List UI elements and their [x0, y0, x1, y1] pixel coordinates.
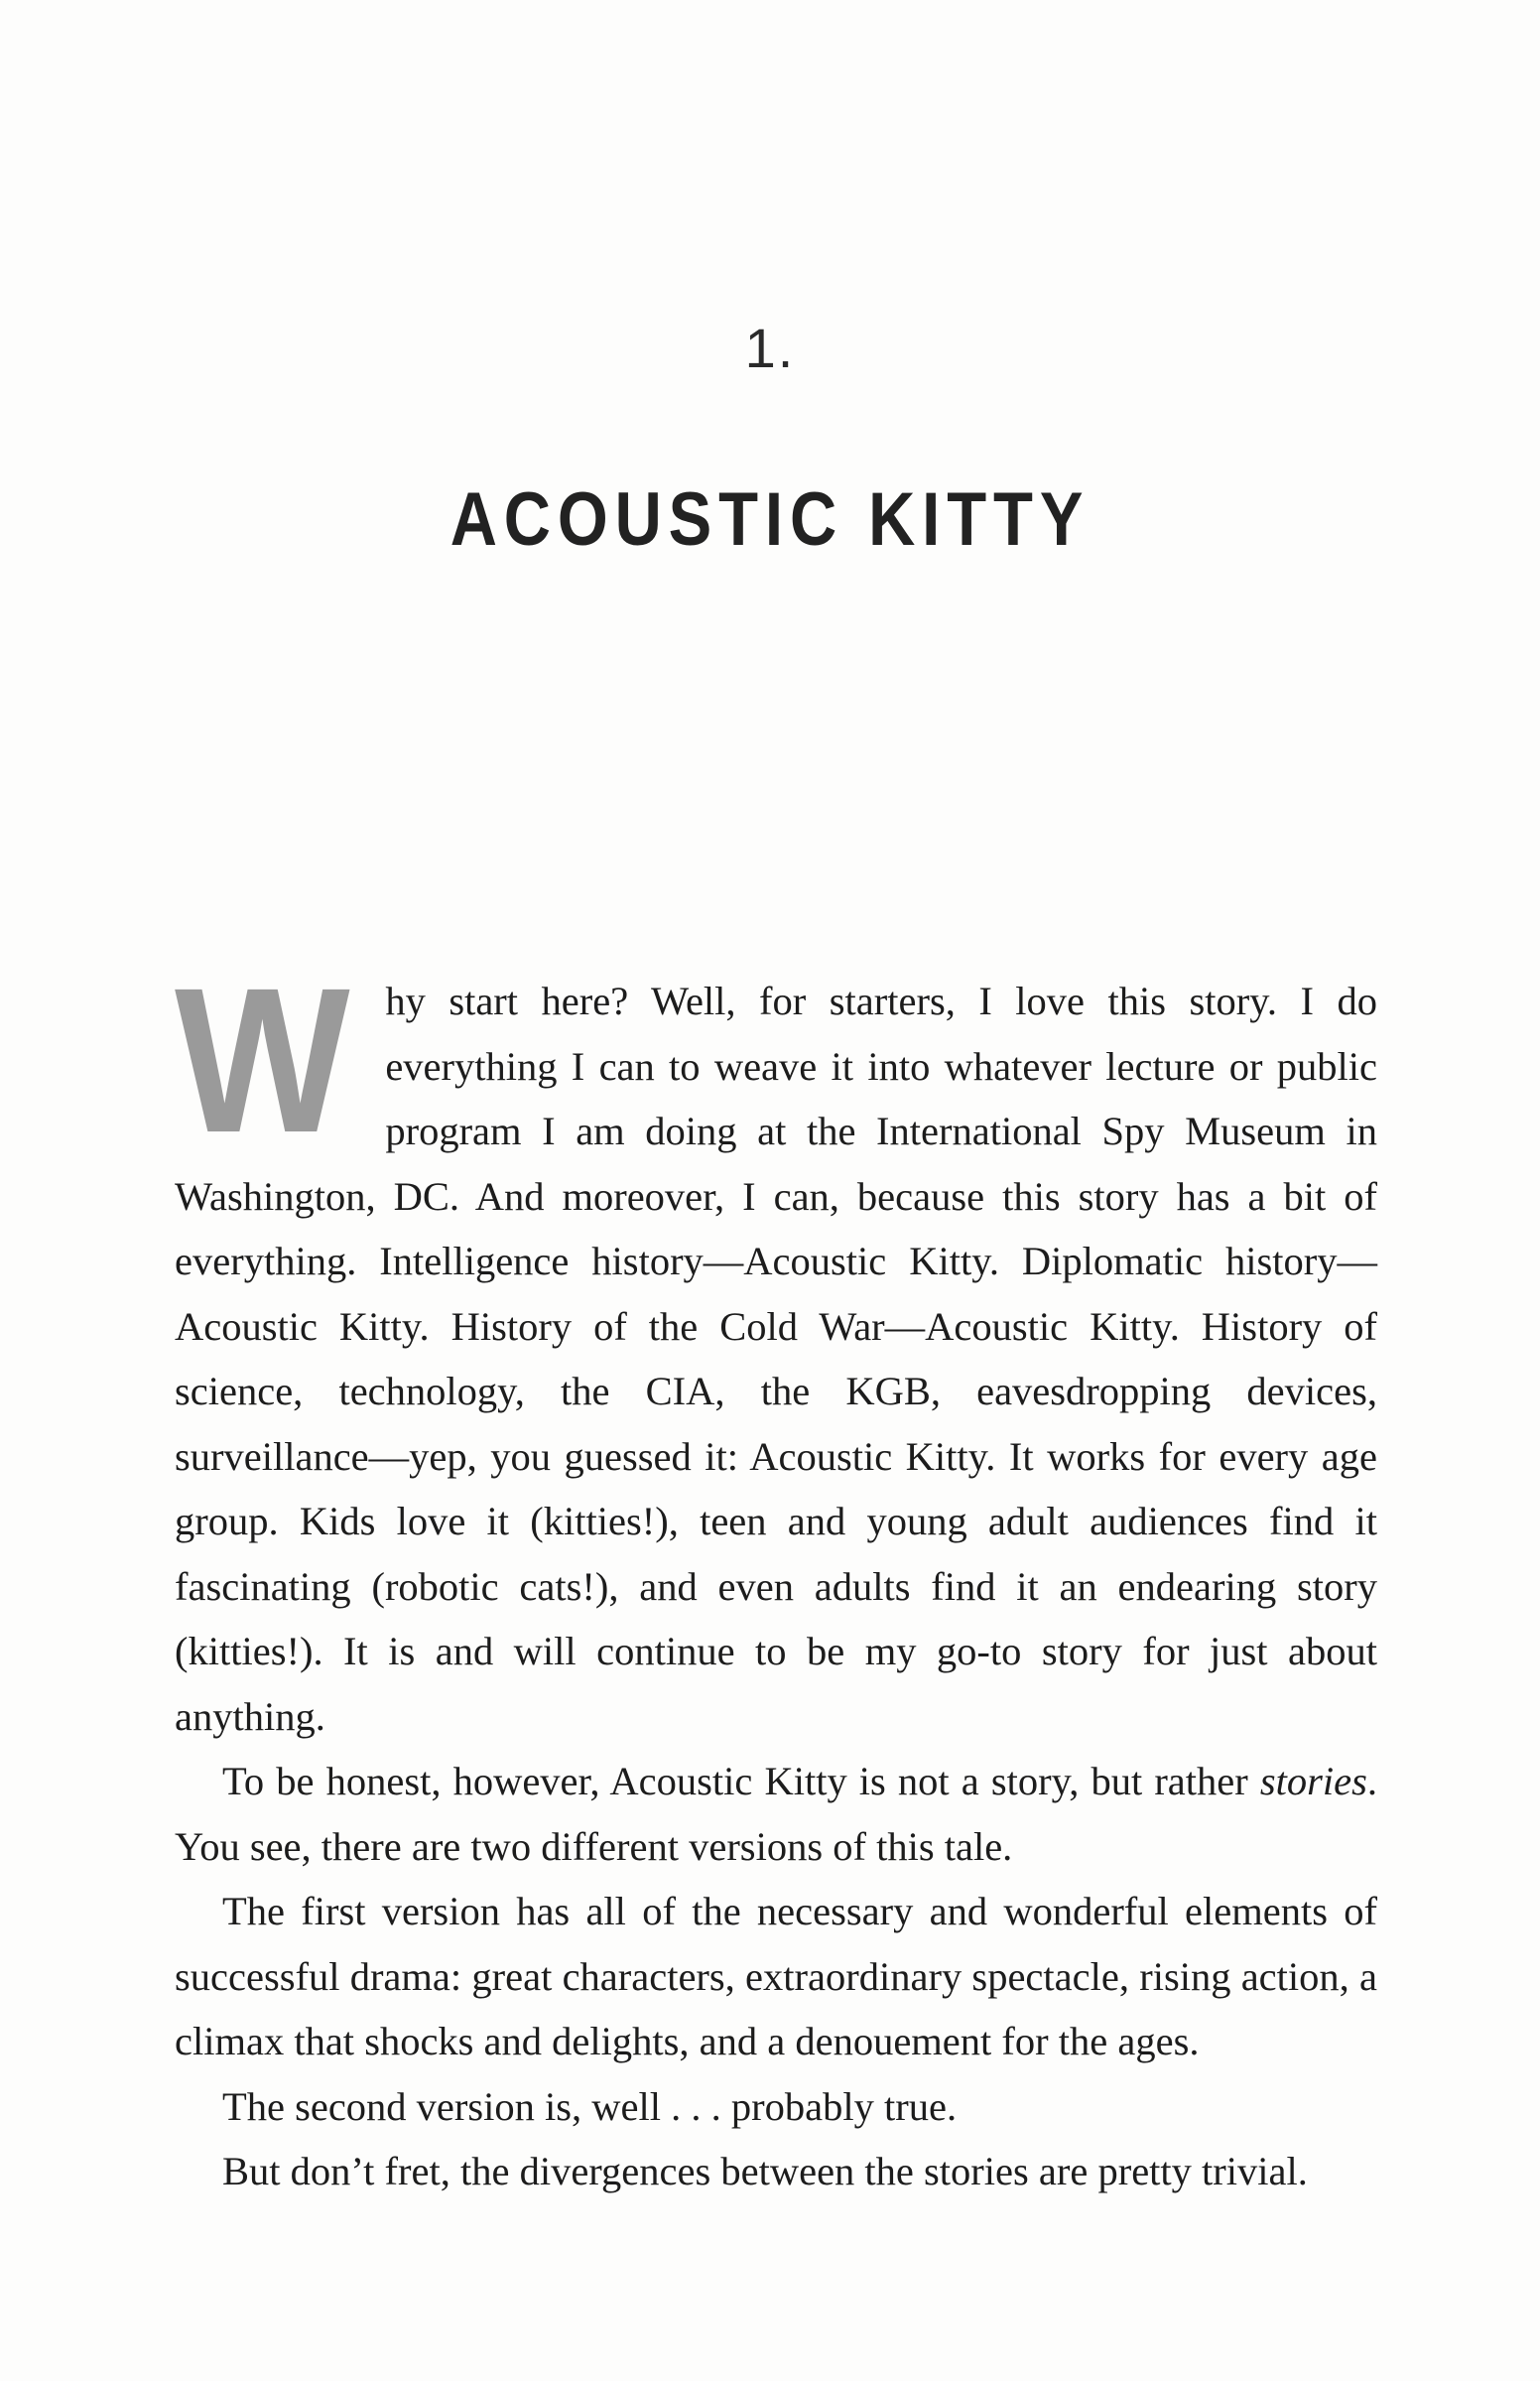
paragraph-2	[175, 1749, 1377, 1879]
chapter-number: 1.	[744, 317, 796, 379]
paragraph-4: The second version is, well . . . probably true.	[222, 2083, 958, 2129]
paragraph-2-italic: stories	[1259, 1759, 1367, 1803]
paragraph-1	[175, 946, 1377, 1749]
chapter-body	[175, 946, 1377, 2204]
paragraph-2-text-start: To be honest, however, Acoustic Kitty is not a story, but rather	[222, 1759, 1260, 1803]
paragraph-5: But don’t fret, the divergences between the stories are pretty trivial.	[222, 2149, 1308, 2193]
paragraph-2-text-end: . You see, there are two different versions of this tale.	[175, 1759, 1377, 1869]
paragraph-1-text: hy start here? Well, for starters, I love this story. I do everything I can to weave it into whatever lecture or public program I am doing at the International Spy Museum in Washington, DC. And moreover, I can, because this story has a bit of everything. Intelligence history—Acoustic Kitty. Diplomatic history—Acoustic Kitty. History of the Cold War—Acoustic Kitty. History of science, technology, the CIA, the KGB, eavesdropping devices, surveillance—yep, you guessed it: Acoustic Kitty. It works for every age group. Kids love it (kitties!), teen and young adult audiences find it fascinating (robotic cats!), and even adults find it an endearing story (kitties!). It is and will continue to be my go-to story for just about anything.	[175, 979, 1377, 1739]
chapter-title: ACOUSTIC KITTY	[449, 477, 1091, 562]
paragraph-3: The first version has all of the necessary and wonderful elements of successful drama: great characters, extraordinary spectacle, rising action, a climax that shocks and delights, and a denouement for the ages.	[175, 1889, 1377, 2063]
drop-cap: W	[175, 946, 350, 1176]
